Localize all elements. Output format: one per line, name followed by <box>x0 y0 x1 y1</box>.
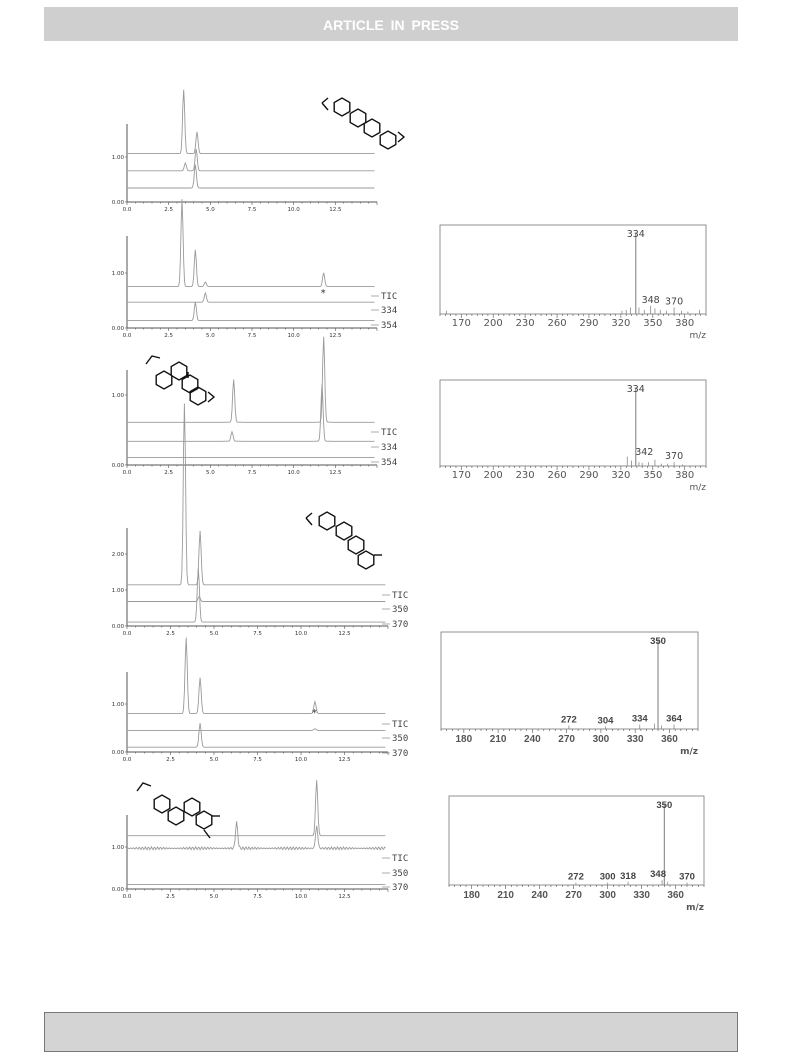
peak-label-334: 334 <box>626 229 645 240</box>
peak-label-370: 370 <box>665 296 684 308</box>
ring <box>380 131 396 149</box>
peak-label-350: 350 <box>650 636 666 647</box>
footer-box <box>44 1012 738 1052</box>
ring <box>364 119 380 137</box>
trace-label-354: 354 <box>381 321 398 331</box>
mz-axis-label: m/z <box>689 483 706 493</box>
chrom4-chromatogram <box>112 404 409 638</box>
x-tick-label: 2.5 <box>166 757 175 763</box>
x-tick-label: 12.5 <box>338 631 351 637</box>
mz-tick-label: 300 <box>592 734 610 745</box>
y-tick-label: 1.00 <box>111 393 124 399</box>
mz-tick-label: 270 <box>558 734 575 745</box>
peak-label-318: 318 <box>620 870 636 882</box>
mz-axis-label: m/z <box>686 903 704 913</box>
trace-label-334: 334 <box>381 443 398 453</box>
x-tick-label: 5.0 <box>205 207 215 213</box>
chrom2-chromatogram <box>112 199 398 339</box>
x-tick-label: 12.5 <box>329 333 342 339</box>
x-tick-label: 0.0 <box>122 333 132 339</box>
mz-tick-label: 170 <box>451 470 471 481</box>
trace-label-TIC: TIC <box>381 292 398 302</box>
ring <box>334 98 350 116</box>
mz-tick-label: 330 <box>633 890 651 901</box>
chrom1-chromatogram <box>112 90 377 213</box>
y-tick-label: 0.00 <box>111 200 124 206</box>
mz-tick-label: 240 <box>524 734 541 745</box>
x-tick-label: 7.5 <box>253 757 262 763</box>
ring <box>171 362 187 380</box>
x-tick-label: 2.5 <box>166 894 175 900</box>
trace-label-370: 370 <box>392 749 409 759</box>
mz-tick-label: 240 <box>531 890 549 901</box>
x-tick-label: 0.0 <box>122 631 132 637</box>
ring <box>154 795 170 813</box>
x-tick-label: 10.0 <box>287 470 300 476</box>
mz-tick-label: 210 <box>497 890 515 901</box>
mz-tick-label: 320 <box>611 318 631 329</box>
y-tick-label: 1.00 <box>111 588 124 594</box>
trace-354 <box>127 302 375 320</box>
y-tick-label: 0.00 <box>111 750 124 756</box>
peak-label-348: 348 <box>641 294 660 306</box>
x-tick-label: 0.0 <box>122 757 132 763</box>
trace-label-370: 370 <box>392 620 409 630</box>
mz-tick-label: 320 <box>611 470 631 481</box>
mz-tick-label: 330 <box>626 734 644 745</box>
x-tick-label: 5.0 <box>209 631 219 637</box>
x-tick-label: 2.5 <box>164 470 174 476</box>
mz-tick-label: 360 <box>661 734 678 745</box>
trace-series-1 <box>127 149 375 171</box>
mz-tick-label: 300 <box>599 890 617 901</box>
bond <box>204 830 210 838</box>
chrom3-chromatogram <box>112 337 398 476</box>
x-tick-label: 2.5 <box>164 207 174 213</box>
y-tick-label: 0.00 <box>111 326 124 332</box>
ring <box>350 109 366 127</box>
mz-tick-label: 270 <box>565 890 583 901</box>
mz-axis-label: m/z <box>680 747 698 757</box>
mz-tick-label: 260 <box>547 318 567 329</box>
mz-tick-label: 260 <box>547 470 567 481</box>
chrom5-chromatogram <box>112 638 409 763</box>
trace-series-0 <box>127 90 375 154</box>
mz-axis-label: m/z <box>689 331 706 341</box>
ms2-mass-spectrum <box>440 380 706 493</box>
bond <box>146 356 160 364</box>
ring <box>348 536 364 554</box>
trace-label-350: 350 <box>392 605 409 615</box>
x-tick-label: 10.0 <box>294 894 308 900</box>
trace-350 <box>127 597 385 602</box>
peak-label-300: 300 <box>599 871 616 883</box>
mz-tick-label: 200 <box>483 318 503 329</box>
trace-label-350: 350 <box>392 734 409 744</box>
peak-label-342: 342 <box>635 447 654 459</box>
x-tick-label: 0.0 <box>122 894 132 900</box>
trace-label-TIC: TIC <box>392 854 409 864</box>
y-tick-label: 0.00 <box>111 624 124 630</box>
peak-label-364: 364 <box>666 713 682 725</box>
trace-TIC <box>127 780 385 836</box>
x-tick-label: 5.0 <box>205 470 215 476</box>
y-tick-label: 2.00 <box>111 552 124 558</box>
ring <box>184 798 200 816</box>
x-tick-label: 7.5 <box>253 631 262 637</box>
mz-tick-label: 360 <box>667 890 685 901</box>
mz-tick-label: 180 <box>463 890 481 901</box>
x-tick-label: 10.0 <box>287 333 300 339</box>
trace-350 <box>127 729 385 731</box>
mz-tick-label: 380 <box>675 470 695 481</box>
ring <box>168 807 184 825</box>
x-tick-label: 2.5 <box>166 631 175 637</box>
y-tick-label: 1.00 <box>111 845 124 851</box>
trace-label-350: 350 <box>392 869 409 879</box>
ms1-mass-spectrum <box>440 225 706 341</box>
berberine-like-structure-4 <box>137 783 220 838</box>
ring <box>190 387 206 405</box>
x-tick-label: 7.5 <box>247 207 257 213</box>
trace-label-TIC: TIC <box>392 720 409 730</box>
x-tick-label: 12.5 <box>329 470 342 476</box>
x-tick-label: 10.0 <box>294 631 308 637</box>
trace-label-TIC: TIC <box>381 428 398 438</box>
trace-TIC <box>127 404 385 585</box>
berberine-like-structure-2 <box>146 356 214 405</box>
ms4-mass-spectrum <box>449 796 704 913</box>
x-tick-label: 7.5 <box>247 470 257 476</box>
ms3-mass-spectrum <box>441 632 698 757</box>
peak-label-334: 334 <box>626 384 645 395</box>
peak-label-334: 334 <box>631 713 648 725</box>
mz-tick-label: 350 <box>643 318 663 329</box>
trace-label-370: 370 <box>392 883 409 893</box>
x-tick-label: 12.5 <box>338 757 351 763</box>
y-tick-label: 1.00 <box>111 271 124 277</box>
trace-TIC <box>127 638 385 714</box>
peak-label-350: 350 <box>656 800 673 811</box>
asterisk-marker: * <box>320 288 326 299</box>
trace-series-2 <box>127 165 375 188</box>
trace-370 <box>127 723 385 747</box>
trace-334 <box>127 384 375 441</box>
peak-label-348: 348 <box>650 869 666 881</box>
trace-label-TIC: TIC <box>392 591 409 601</box>
x-tick-label: 7.5 <box>253 894 262 900</box>
peak-label-370: 370 <box>665 451 684 463</box>
y-tick-label: 0.00 <box>111 887 124 893</box>
x-tick-label: 12.5 <box>338 894 351 900</box>
y-tick-label: 1.00 <box>111 155 124 161</box>
x-tick-label: 2.5 <box>164 333 174 339</box>
trace-334 <box>127 293 375 302</box>
x-tick-label: 7.5 <box>247 333 257 339</box>
berberine-like-structure-3 <box>306 512 382 569</box>
trace-370 <box>127 568 385 622</box>
x-tick-label: 5.0 <box>209 894 219 900</box>
peak-label-370: 370 <box>679 871 695 883</box>
berberine-like-structure-1 <box>322 98 404 149</box>
ring <box>319 512 335 530</box>
bond <box>398 132 404 142</box>
mz-tick-label: 290 <box>579 470 599 481</box>
y-tick-label: 1.00 <box>111 702 124 708</box>
trace-TIC <box>127 337 375 423</box>
x-tick-label: 10.0 <box>287 207 300 213</box>
banner-text: ARTICLE IN PRESS <box>323 17 459 33</box>
ring <box>182 375 198 393</box>
y-tick-label: 0.00 <box>111 463 124 469</box>
x-tick-label: 0.0 <box>122 470 132 476</box>
ring <box>196 811 212 829</box>
mz-tick-label: 350 <box>643 470 663 481</box>
bond <box>208 392 214 402</box>
bond <box>322 98 328 110</box>
x-tick-label: 10.0 <box>294 757 308 763</box>
x-tick-label: 12.5 <box>329 207 342 213</box>
asterisk-marker: * <box>311 708 317 719</box>
mz-tick-label: 230 <box>515 318 535 329</box>
mz-tick-label: 290 <box>579 318 599 329</box>
mz-tick-label: 380 <box>675 318 695 329</box>
bond <box>137 783 151 791</box>
mz-tick-label: 230 <box>515 470 535 481</box>
ring <box>156 371 172 389</box>
bond <box>306 513 312 525</box>
mz-tick-label: 200 <box>483 470 503 481</box>
peak-label-304: 304 <box>597 715 614 727</box>
mz-tick-label: 210 <box>489 734 507 745</box>
ring <box>336 522 352 540</box>
x-tick-label: 5.0 <box>209 757 219 763</box>
trace-label-334: 334 <box>381 306 398 316</box>
ring <box>358 551 374 569</box>
trace-label-354: 354 <box>381 458 398 468</box>
x-tick-label: 5.0 <box>205 333 215 339</box>
mz-tick-label: 180 <box>455 734 473 745</box>
x-tick-label: 0.0 <box>122 207 132 213</box>
peak-label-272: 272 <box>560 714 577 726</box>
peak-label-272: 272 <box>568 871 584 883</box>
mz-tick-label: 170 <box>451 318 471 329</box>
